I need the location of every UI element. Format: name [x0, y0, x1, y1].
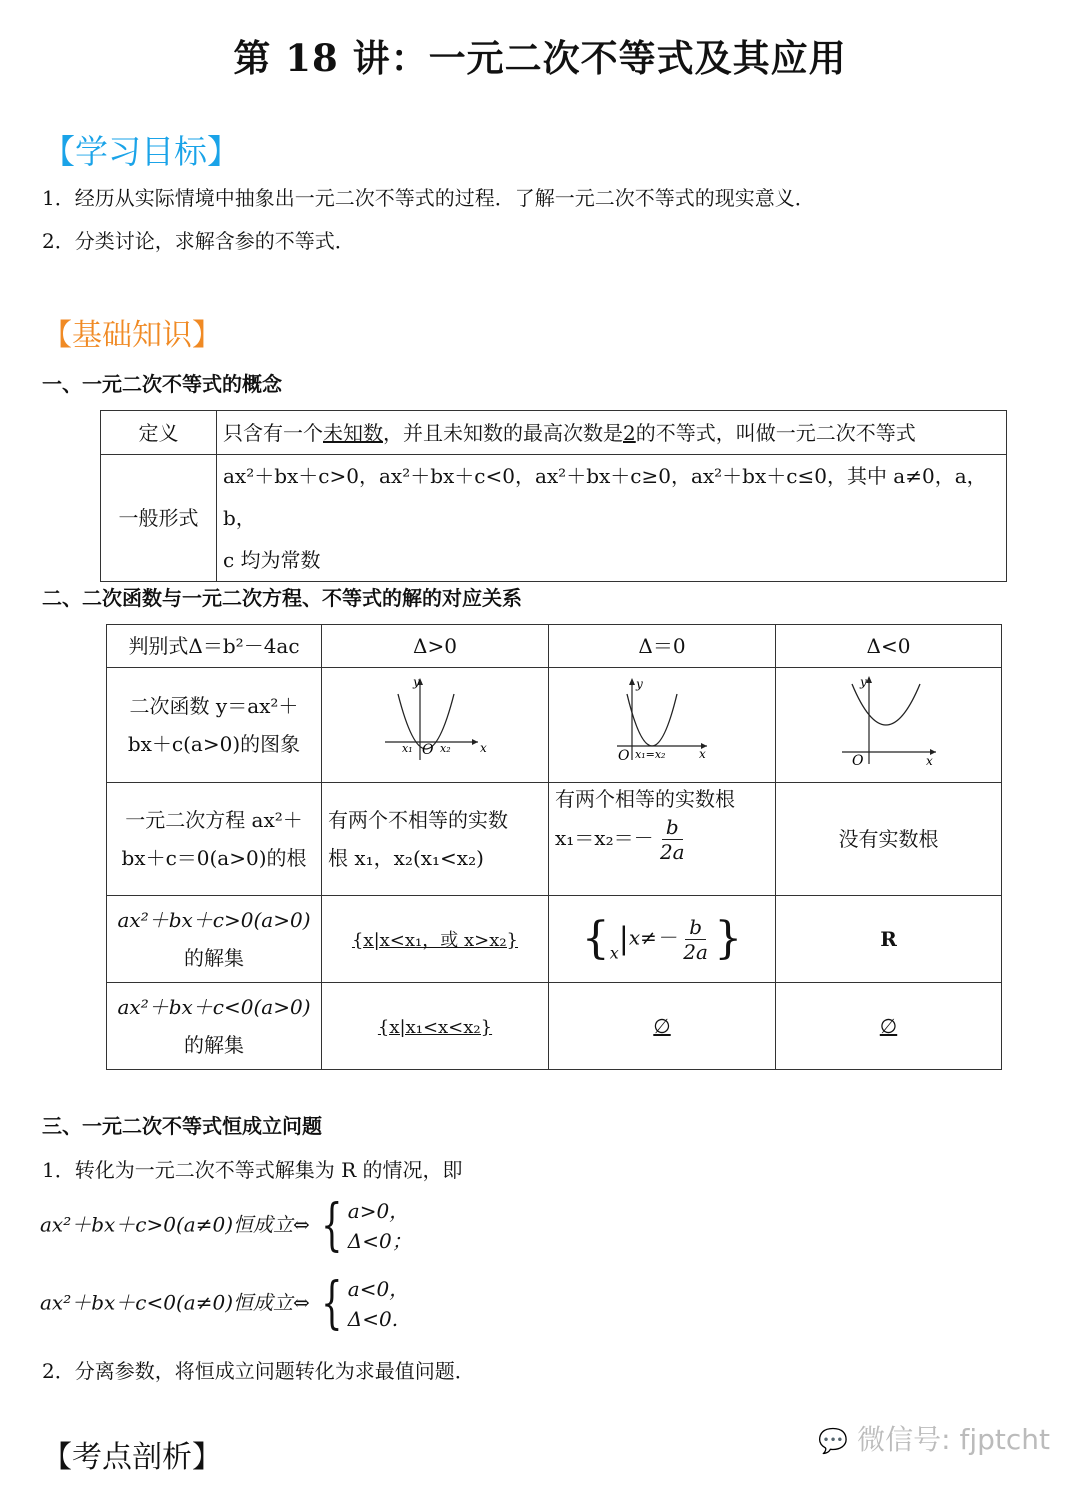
graph-zero-cell [549, 668, 776, 783]
concept-table [100, 410, 1007, 582]
header-zero: Δ＝0 [549, 625, 776, 668]
section3-item2: 2．分离参数，将恒成立问题转化为求最值问题． [42, 1359, 475, 1383]
form-text: ax²＋bx＋c>0，ax²＋bx＋c<0，ax²＋bx＋c≥0，ax²＋bx＋c≤0，其中 a≠0，a，b， c 均为常数 [217, 455, 1007, 582]
condition-2: ax²＋bx＋c<0(a≠0)恒成立⇔ { a<0， Δ<0. [40, 1271, 410, 1336]
lt-neg-cell: ∅ [776, 983, 1002, 1070]
lt-row-label: ax²＋bx＋c<0(a>0) 的解集 [107, 983, 322, 1070]
svg-text:y: y [859, 674, 867, 689]
header-neg: Δ<0 [776, 625, 1002, 668]
graph-neg-cell [776, 668, 1002, 783]
graph-pos-cell [322, 668, 549, 783]
svg-text:y: y [636, 677, 643, 691]
header-pos: Δ>0 [322, 625, 549, 668]
section3-item1: 1．转化为一元二次不等式解集为 R 的情况，即 [42, 1158, 463, 1182]
graph-row-label: 二次函数 y＝ax²＋ bx＋c(a>0)的图象 [107, 668, 322, 783]
gt-zero-cell: {$_x|x\ne-$ $\frac{b}{2a}$ } [549, 896, 776, 983]
def-label: 定义 [101, 411, 217, 455]
svg-text:x₁: x₁ [402, 742, 413, 755]
svg-text:O: O [618, 748, 630, 764]
analysis-heading: 【考点剖析】 [42, 1440, 222, 1475]
relation-table [106, 624, 1002, 1070]
svg-text:x: x [699, 747, 706, 761]
svg-text:x: x [480, 741, 487, 755]
gt-neg-cell: R [776, 896, 1002, 983]
header-discriminant: 判别式Δ＝b²－4ac [107, 625, 322, 668]
gt-pos-cell: {x|x<x₁，或 x>x₂} [322, 896, 549, 983]
goal-item-2: 2．分类讨论，求解含参的不等式． [42, 229, 355, 253]
goal-item-1: 1．经历从实际情境中抽象出一元二次不等式的过程．了解一元二次不等式的现实意义． [42, 186, 815, 210]
watermark: 💬 微信号: fjptcht [818, 1423, 1050, 1456]
wechat-icon: 💬 [818, 1427, 849, 1455]
page-title: 第 18 讲：一元二次不等式及其应用 [233, 36, 847, 80]
condition-1: ax²＋bx＋c>0(a≠0)恒成立⇔ { a>0， Δ<0； [40, 1193, 412, 1258]
parabola-one-root-graph [607, 674, 717, 764]
root-neg-cell: 没有实数根 [776, 783, 1002, 896]
root-zero-cell: 有两个相等的实数根 x₁＝x₂＝－ $\frac{b}{2a}$ [549, 783, 776, 896]
svg-text:O: O [422, 742, 434, 758]
gt-row-label: ax²＋bx＋c>0(a>0) 的解集 [107, 896, 322, 983]
basics-heading: 【基础知识】 [42, 318, 222, 353]
svg-text:x: x [925, 753, 933, 767]
svg-text:x₁=x₂: x₁=x₂ [635, 748, 666, 761]
section2-title: 二、二次函数与一元二次方程、不等式的解的对应关系 [42, 586, 522, 610]
lt-zero-cell: ∅ [549, 983, 776, 1070]
svg-text:O: O [851, 752, 863, 767]
section3-title: 三、一元二次不等式恒成立问题 [42, 1114, 322, 1138]
lt-pos-cell: {x|x₁<x<x₂} [322, 983, 549, 1070]
def-text: 只含有一个未知数，并且未知数的最高次数是2的不等式，叫做一元二次不等式 [217, 411, 1007, 455]
section1-title: 一、一元二次不等式的概念 [42, 372, 282, 396]
form-label: 一般形式 [101, 455, 217, 582]
parabola-two-roots-graph [380, 674, 490, 764]
parabola-no-root-graph [834, 672, 944, 767]
svg-text:y: y [413, 675, 420, 689]
root-row-label: 一元二次方程 ax²＋ bx＋c＝0(a>0)的根 [107, 783, 322, 896]
svg-text:x₂: x₂ [440, 742, 451, 755]
root-pos-cell: 有两个不相等的实数 根 x₁，x₂(x₁<x₂) [322, 783, 549, 896]
goals-heading: 【学习目标】 [42, 132, 240, 171]
